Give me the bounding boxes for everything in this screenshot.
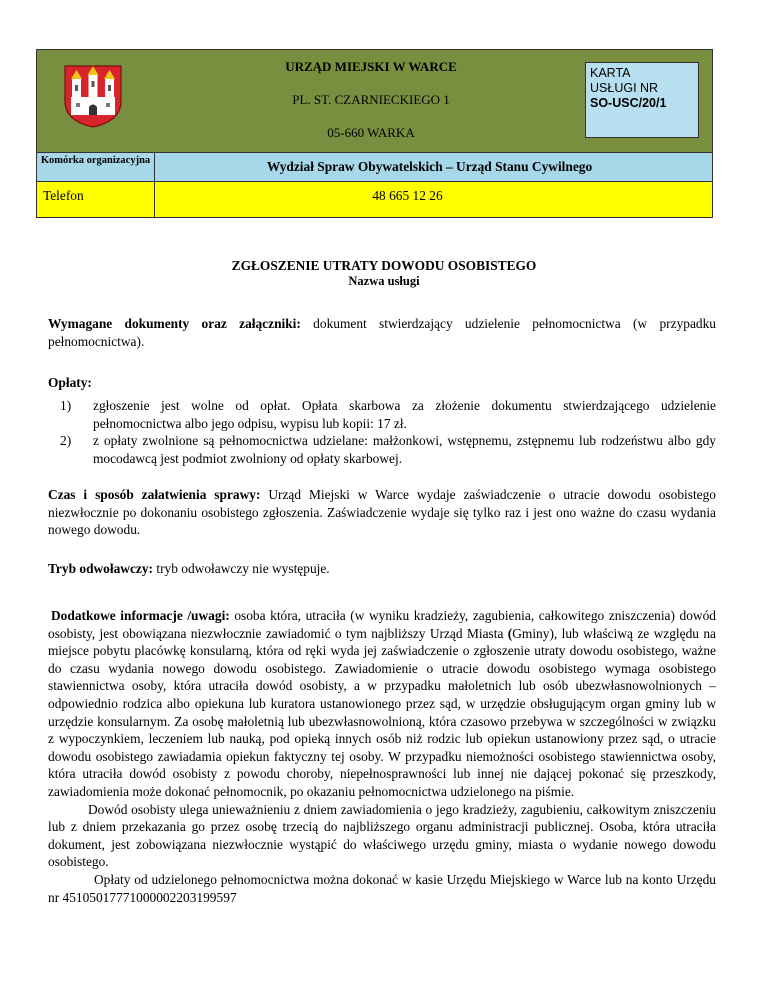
service-title: ZGŁOSZENIE UTRATY DOWODU OSOBISTEGO: [231, 258, 537, 273]
appeal-label: Tryb odwoławczy:: [48, 561, 154, 576]
office-address-street: PL. ST. CZARNIECKIEGO 1: [292, 92, 450, 107]
fees-item-number: 2): [60, 433, 72, 449]
phone-label-cell: [37, 182, 155, 217]
extra-text-2: Gminy), lub właściwą ze względu na miejsce pobytu placówkę konsularną, która od ręki wyda jej zaświadczenie o zgłoszenie utraty dowodu osobistego, ważne do czasu wydania nowego dowodu osobistego. Zawiadomienie o utracie dowodu osobistego wymaga osobistego stawiennictwa osoby, która utraciła dowód osobisty, a w przypadku małoletnich lub osób ubezwłasnowolnionych – odpowiednio rodzica albo opiekuna lub kuratora ustanowionego przez sąd, w urzędzie obsługującym organ gminy lub w urzędzie konsularnym. Za osobę małoletnią lub ubezwłasnowolnioną, która czasowo przebywa w szczególności w związku z wypoczynkiem, leczeniem lub nauką, pod opieką innych osób niż rodzic lub opiekun ustanowiony przez sąd, o utracie dowodu osobistego zawiadamia opiekun faktyczny tej osoby. W przypadku niemożności osobistego stawiennictwa osoby, która utraciła dowód osobisty z powodu choroby, niepełnosprawności lub innej nie dającej pokonać się przeszkody, zawiadomienia może dokonać pełnomocnik, po okazaniu pełnomocnictwa udzielonego na piśmie.: [48, 625, 716, 799]
unit-value: Wydział Spraw Obywatelskich – Urząd Stanu Cywilnego: [266, 159, 593, 174]
card-line1: KARTA: [590, 66, 631, 80]
documents-text: dokument stwierdzający udzielenie pełnomocnictwa (w przypadku pełnomocnictwa).: [48, 316, 716, 349]
phone-label: Telefon: [43, 188, 84, 203]
fees-label: Opłaty:: [48, 375, 92, 390]
card-number: SO-USC/20/1: [590, 96, 667, 110]
warka-coat-of-arms-icon: [62, 63, 124, 129]
extra-paragraph-2: Dowód osobisty ulega unieważnieniu z dniem zawiadomienia o jego kradzieży, zagubieniu, całkowitym zniszczeniu lub z dniem przekazania go przez osobę trzecią do najbliższego organu administracji publicznej. Osoba, która utraciła dokument, jest zobowiązana niezwłocznie wystąpić do właściwego urzędu gminy, miasta o wydanie nowego dowodu osobistego.: [48, 801, 716, 870]
phone-value: 48 665 12 26: [372, 188, 443, 203]
unit-label-cell: [37, 153, 155, 181]
extra-text-1: osoba która, utraciła (w wyniku kradzieży, zagubienia, całkowitego zniszczenia) dowód osobisty, jest obowiązana niezwłocznie zawiadomić o tym najbliższy Urząd Miasta: [48, 608, 716, 641]
unit-value-cell: [155, 153, 712, 181]
unit-row: [36, 152, 713, 182]
extra-bold-paren: (: [507, 625, 513, 641]
extra-paragraph-1: [48, 607, 716, 801]
phone-row: [36, 181, 713, 218]
fees-item-text: zgłoszenie jest wolne od opłat. Opłata skarbowa za złożenie dokumentu stwierdzającego udzielenie pełnomocnictwa albo jego odpisu, wypisu lub kopii: 17 zł.: [93, 398, 716, 431]
unit-label: Komórka organizacyjna: [40, 155, 151, 166]
card-line2: USŁUGI NR: [590, 81, 659, 95]
documents-label: Wymagane dokumenty oraz załączniki:: [48, 316, 301, 331]
service-subtitle: Nazwa usługi: [348, 274, 420, 288]
fees-item: [60, 432, 716, 467]
office-address-city: 05-660 WARKA: [327, 125, 415, 140]
time-label: Czas i sposób załatwienia sprawy:: [48, 487, 261, 502]
phone-value-cell: [155, 182, 712, 217]
time-text: Urząd Miejski w Warce wydaje zaświadczenie o utracie dowodu osobistego niezwłocznie po dokonaniu osobistego zgłoszenia. Zaświadczenie wydaje się tylko raz i jest ono ważne do czasu wydania nowego dowodu.: [48, 487, 716, 538]
service-card-box: [585, 62, 699, 138]
fees-item-number: 1): [60, 398, 72, 413]
extra-paragraph-3: Opłaty od udzielonego pełnomocnictwa można dokonać w kasie Urzędu Miejskiego w Warce lub na konto Urzędu nr 45105017771000002203199597: [48, 871, 716, 905]
time-section: [48, 486, 716, 539]
office-name: URZĄD MIEJSKI W WARCE: [285, 59, 457, 74]
extra-section: [48, 607, 716, 906]
appeal-text: tryb odwoławczy nie występuje.: [153, 561, 330, 576]
fees-item-text: z opłaty zwolnione są pełnomocnictwa udzielane: małżonkowi, wstępnemu, zstępnemu lub rodzeństwu albo gdy mocodawcą jest podmiot zwolniony od opłaty skarbowej.: [93, 433, 716, 466]
documents-section: [48, 315, 716, 350]
fees-item: [60, 397, 716, 432]
appeal-section: [48, 560, 716, 578]
extra-label: Dodatkowe informacje /uwagi:: [51, 608, 230, 623]
fees-list: [60, 397, 716, 467]
